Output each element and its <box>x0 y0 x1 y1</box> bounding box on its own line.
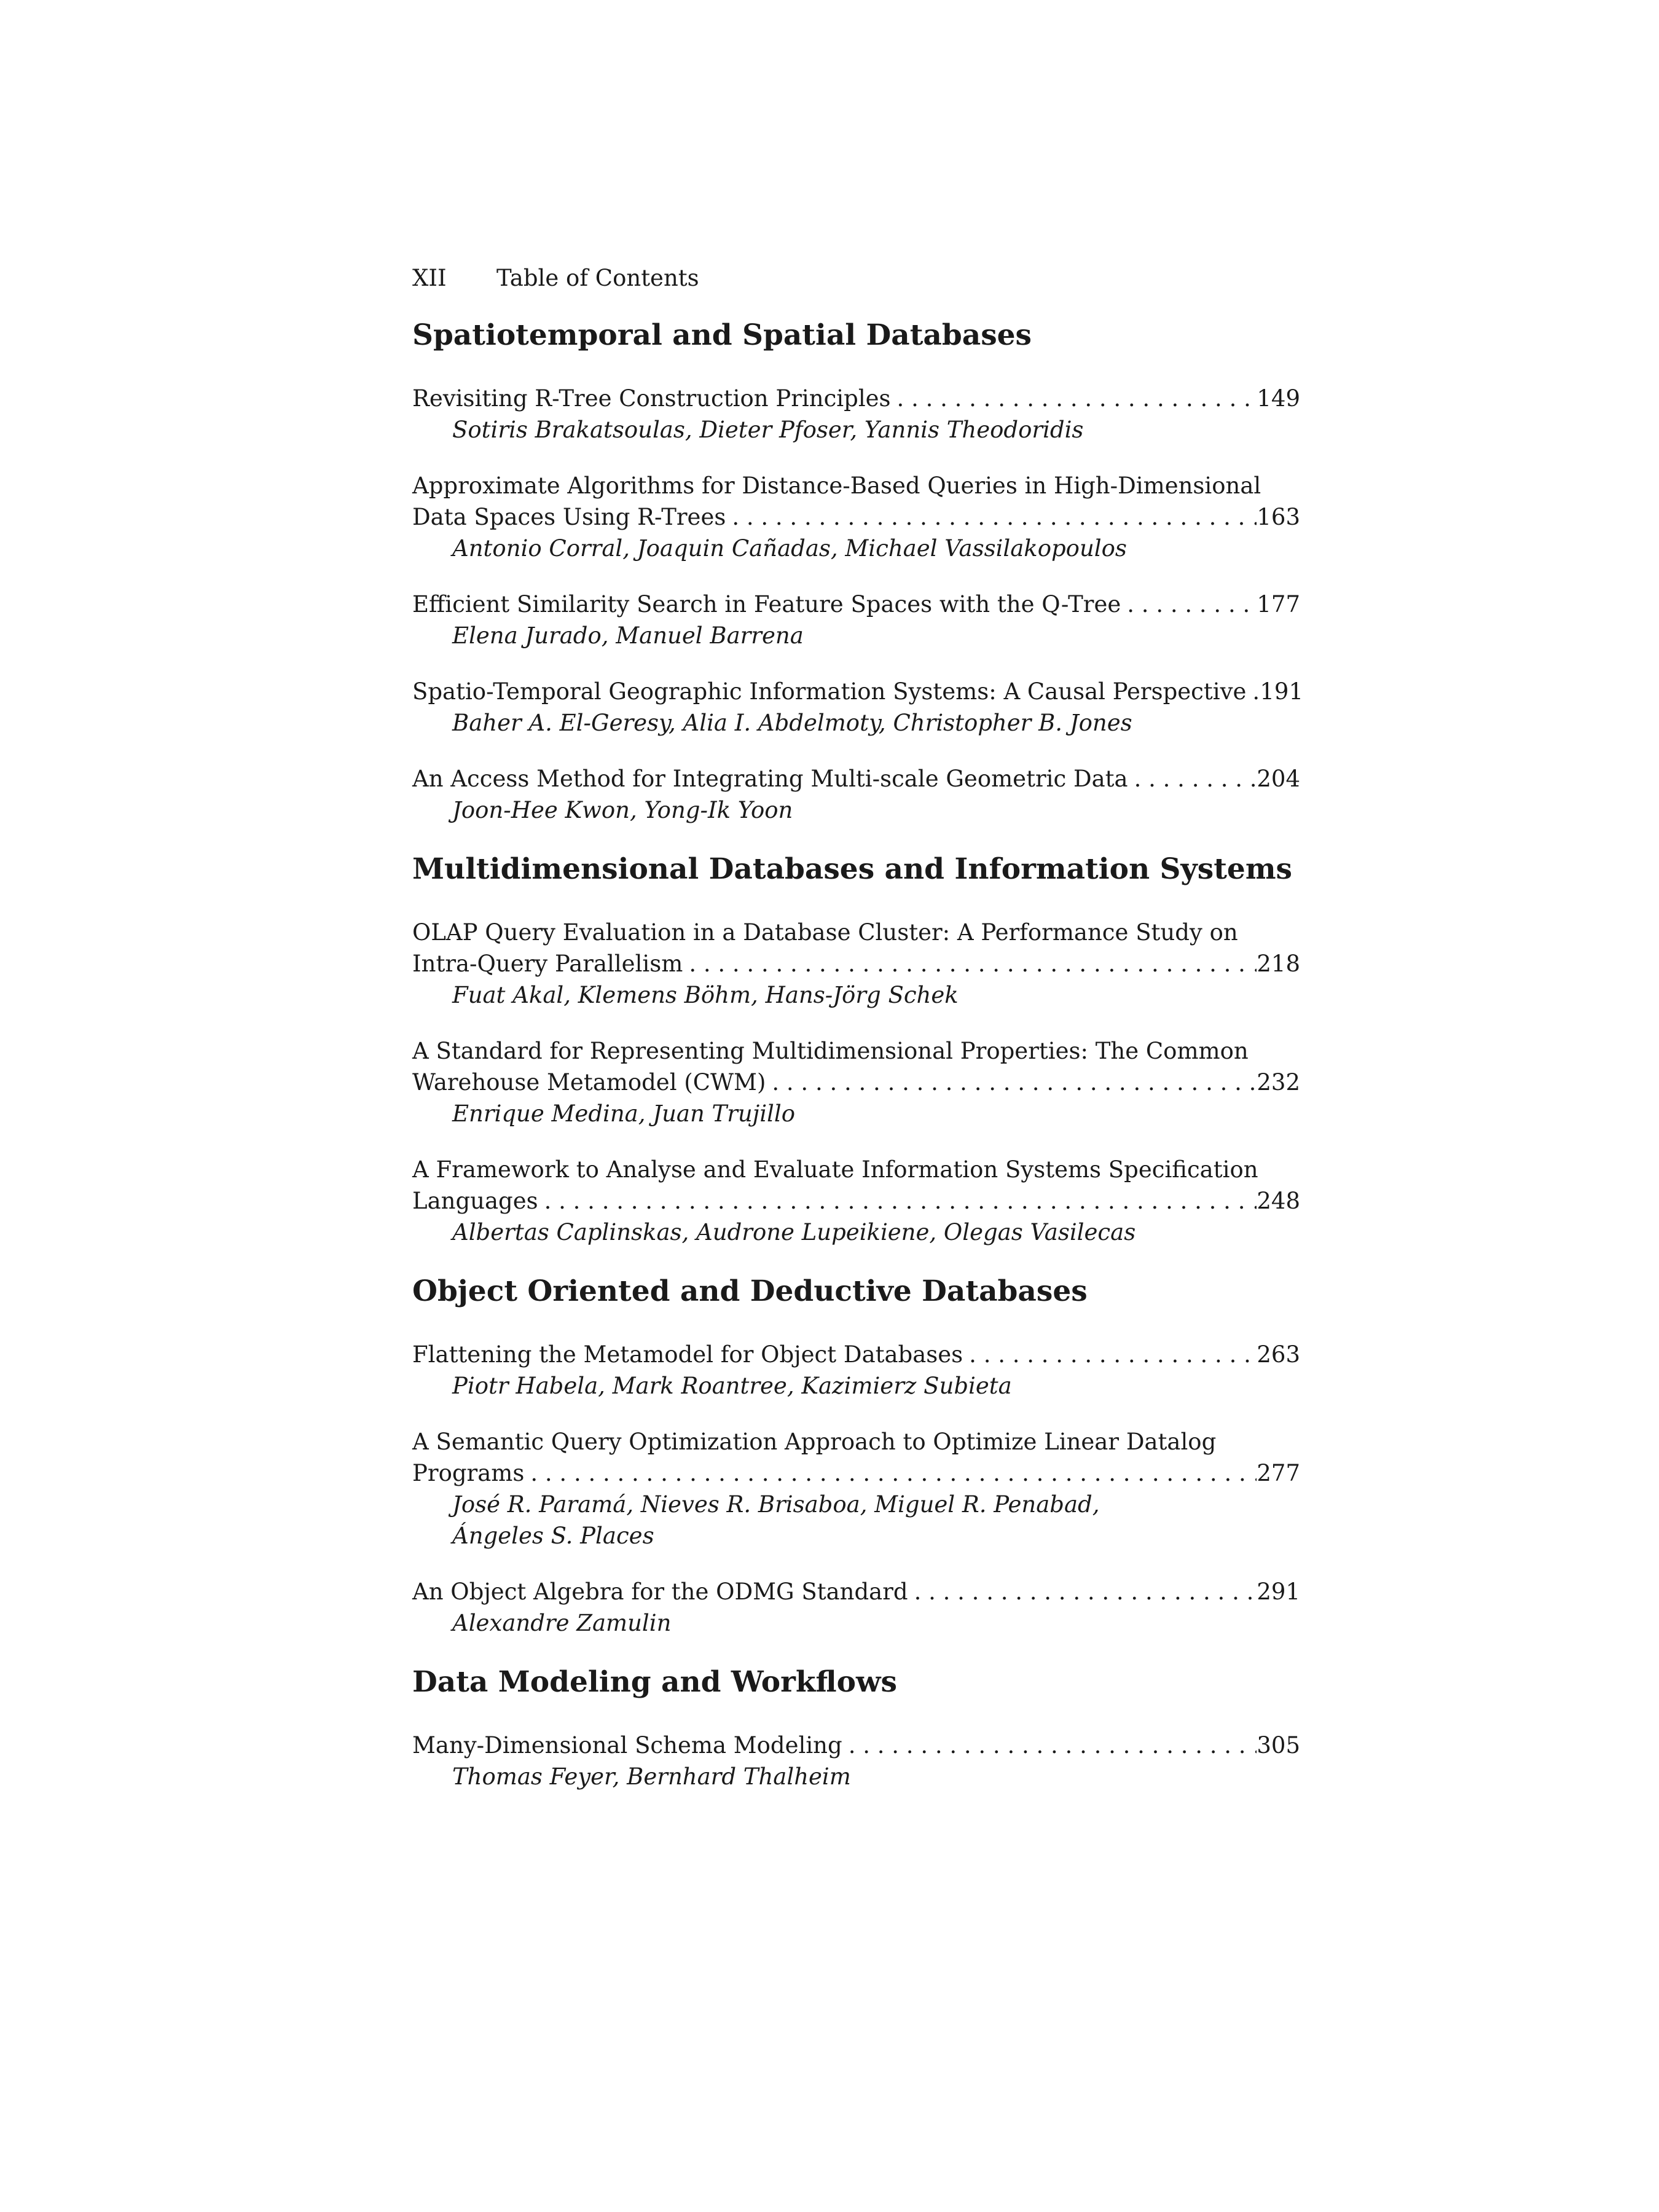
toc-section <box>412 850 1300 1248</box>
entry-title-line: Approximate Algorithms for Distance-Based Queries in High-Dimensional <box>412 473 1261 499</box>
dot-leader <box>891 383 1257 414</box>
page-number: 191 <box>1260 678 1304 705</box>
page-number: 291 <box>1257 1579 1300 1605</box>
toc-entry <box>412 1154 1300 1248</box>
running-head <box>412 263 1303 294</box>
entry-title-row <box>412 1457 1300 1489</box>
page-number: 163 <box>1257 504 1300 530</box>
entry-title-line: A Semantic Query Optimization Approach to Optimize Linear Datalog <box>412 1429 1217 1455</box>
toc-entry <box>412 1035 1300 1129</box>
page-number: 218 <box>1257 951 1300 977</box>
entry-authors: Albertas Caplinskas, Audrone Lupeikiene, Olegas Vasilecas <box>452 1219 1136 1245</box>
toc-entry <box>412 1426 1300 1551</box>
running-head-title: Table of Contents <box>496 265 699 291</box>
dot-leader <box>1128 763 1257 794</box>
section-title: Multidimensional Databases and Information Systems <box>412 852 1293 886</box>
toc-entry <box>412 1730 1300 1792</box>
entry-title-line: Programs <box>412 1460 525 1486</box>
entry-title-line: Warehouse Metamodel (CWM) <box>412 1069 766 1096</box>
entry-authors: Joon-Hee Kwon, Yong-Ik Yoon <box>452 797 793 823</box>
entry-title-row <box>412 1730 1300 1761</box>
dot-leader <box>963 1339 1257 1370</box>
section-title: Spatiotemporal and Spatial Databases <box>412 318 1032 352</box>
entry-title-line: Data Spaces Using R-Trees <box>412 504 726 530</box>
toc-entry <box>412 383 1300 445</box>
entry-title-row <box>412 1339 1300 1370</box>
dot-leader <box>524 1457 1257 1489</box>
page-number: 277 <box>1257 1460 1300 1486</box>
entry-authors: Baher A. El-Geresy, Alia I. Abdelmoty, Christopher B. Jones <box>452 710 1132 736</box>
entry-authors: Ángeles S. Places <box>452 1523 654 1549</box>
entry-title-line: An Access Method for Integrating Multi-scale Geometric Data <box>412 766 1128 792</box>
entry-authors: Sotiris Brakatsoulas, Dieter Pfoser, Yannis Theodoridis <box>452 417 1084 443</box>
entry-title-line: Spatio-Temporal Geographic Information Systems: A Causal Perspective <box>412 678 1247 705</box>
entry-title-row <box>412 589 1300 620</box>
entry-title-line: Revisiting R-Tree Construction Principles <box>412 385 891 412</box>
entry-authors: Piotr Habela, Mark Roantree, Kazimierz Subieta <box>452 1373 1012 1399</box>
toc-entry <box>412 676 1304 739</box>
section-title: Data Modeling and Workflows <box>412 1665 897 1699</box>
toc-entry <box>412 1576 1300 1639</box>
page-folio: XII <box>412 265 447 291</box>
entry-title-line: Languages <box>412 1188 538 1214</box>
toc-entry <box>412 917 1300 1011</box>
entry-title-row <box>412 1185 1300 1217</box>
entry-title-line: Intra-Query Parallelism <box>412 951 683 977</box>
toc-entry <box>412 763 1300 826</box>
entry-title-row <box>412 1067 1300 1098</box>
entry-authors: Elena Jurado, Manuel Barrena <box>452 622 804 649</box>
entry-authors: Enrique Medina, Juan Trujillo <box>452 1100 795 1127</box>
toc-entry <box>412 589 1300 651</box>
page-number: 248 <box>1257 1188 1300 1214</box>
section-title: Object Oriented and Deductive Databases <box>412 1274 1088 1308</box>
dot-leader <box>766 1067 1257 1098</box>
entry-title-row <box>412 383 1300 414</box>
entry-title-line: Many-Dimensional Schema Modeling <box>412 1732 842 1759</box>
entry-title-row <box>412 763 1300 794</box>
entry-title-line: OLAP Query Evaluation in a Database Cluster: A Performance Study on <box>412 919 1238 946</box>
toc-entry <box>412 470 1300 564</box>
entry-title-row <box>412 501 1300 533</box>
page-number: 149 <box>1257 385 1300 412</box>
toc-content <box>412 316 1304 1817</box>
dot-leader <box>908 1576 1257 1607</box>
entry-authors: Fuat Akal, Klemens Böhm, Hans-Jörg Schek <box>452 982 959 1008</box>
entry-title-line: Flattening the Metamodel for Object Databases <box>412 1341 963 1368</box>
dot-leader <box>683 948 1257 979</box>
entry-title-line: Efficient Similarity Search in Feature Spaces with the Q-Tree <box>412 591 1121 618</box>
page-number: 263 <box>1257 1341 1300 1368</box>
entry-authors: Alexandre Zamulin <box>452 1610 672 1636</box>
dot-leader <box>538 1185 1257 1217</box>
entry-authors: Thomas Feyer, Bernhard Thalheim <box>452 1763 851 1790</box>
toc-section <box>412 1663 1300 1792</box>
dot-leader <box>1121 589 1257 620</box>
entry-title-line: A Standard for Representing Multidimensional Properties: The Common <box>412 1038 1249 1064</box>
dot-leader <box>1246 676 1260 707</box>
page-number: 232 <box>1257 1069 1300 1096</box>
toc-entry <box>412 1339 1300 1402</box>
entry-title-line: An Object Algebra for the ODMG Standard <box>412 1579 908 1605</box>
entry-title-row <box>412 676 1304 707</box>
page-number: 305 <box>1257 1732 1300 1759</box>
dot-leader <box>842 1730 1257 1761</box>
page-number: 204 <box>1257 766 1300 792</box>
entry-authors: José R. Paramá, Nieves R. Brisaboa, Miguel R. Penabad, <box>452 1491 1100 1518</box>
entry-title-line: A Framework to Analyse and Evaluate Information Systems Specification <box>412 1156 1258 1183</box>
entry-title-row <box>412 1576 1300 1607</box>
toc-section <box>412 316 1304 826</box>
entry-title-row <box>412 948 1300 979</box>
entry-authors: Antonio Corral, Joaquin Cañadas, Michael Vassilakopoulos <box>452 535 1127 562</box>
toc-section <box>412 1273 1300 1639</box>
page-number: 177 <box>1257 591 1300 618</box>
dot-leader <box>726 501 1257 533</box>
